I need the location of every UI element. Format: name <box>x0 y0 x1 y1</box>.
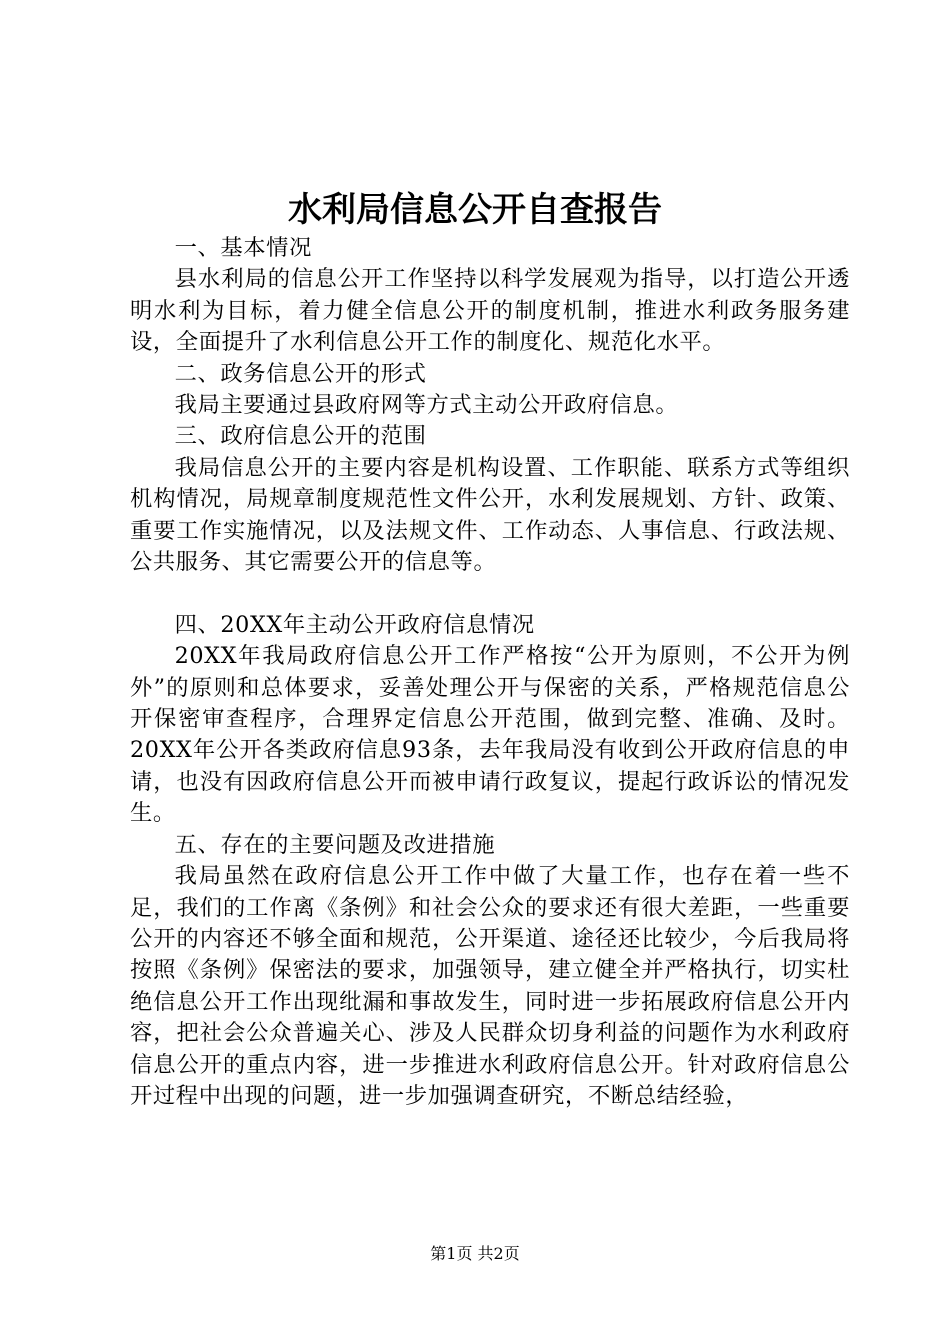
paragraph-disclosure-scope: 我局信息公开的主要内容是机构设置、工作职能、联系方式等组织机构情况，局规章制度规范性文件公开，水利发展规划、方针、政策、重要工作实施情况，以及法规文件、工作动态、人事信息、行政法规、公共服务、其它需要公开的信息等。 <box>130 454 850 576</box>
heading-basic-info: 一、基本情况 <box>174 235 312 261</box>
document-body <box>130 233 850 1112</box>
page-number: 第1页 共2页 <box>430 1244 520 1263</box>
document-title: 水利局信息公开自查报告 <box>288 190 662 230</box>
heading-active-disclosure: 四、20XX年主动公开政府信息情况 <box>174 611 535 638</box>
heading-problems-measures: 五、存在的主要问题及改进措施 <box>174 831 496 858</box>
paragraph-active-disclosure: 20XX年我局政府信息公开工作严格按“公开为原则，不公开为例外”的原则和总体要求，妥善处理公开与保密的关系，严格规范信息公开保密审查程序，合理界定信息公开范围，做到完整、准确、及时。20XX年公开各类政府信息93条，去年我局没有收到公开政府信息的申请，也没有因政府信息公开而被申请行政复议，提起行政诉讼的情况发生。 <box>130 643 850 827</box>
paragraph-basic-info: 县水利局的信息公开工作坚持以科学发展观为指导，以打造公开透明水利为目标，着力健全信息公开的制度机制，推进水利政务服务建设，全面提升了水利信息公开工作的制度化、规范化水平。 <box>130 266 850 356</box>
paragraph-problems-measures: 我局虽然在政府信息公开工作中做了大量工作，也存在着一些不足，我们的工作离《条例》和社会公众的要求还有很大差距，一些重要公开的内容还不够全面和规范，公开渠道、途径还比较少，今后我局将按照《条例》保密法的要求，加强领导，建立健全并严格执行，切实杜绝信息公开工作出现纰漏和事故发生，同时进一步拓展政府信息公开内容，把社会公众普遍关心、涉及人民群众切身利益的问题作为水利政府信息公开的重点内容，进一步推进水利政府信息公开。针对政府信息公开过程中出现的问题，进一步加强调查研究，不断总结经验， <box>130 863 850 1109</box>
heading-disclosure-scope: 三、政府信息公开的范围 <box>174 423 427 450</box>
paragraph-disclosure-form: 我局主要通过县政府网等方式主动公开政府信息。 <box>174 392 679 419</box>
heading-disclosure-form: 二、政务信息公开的形式 <box>174 360 427 387</box>
